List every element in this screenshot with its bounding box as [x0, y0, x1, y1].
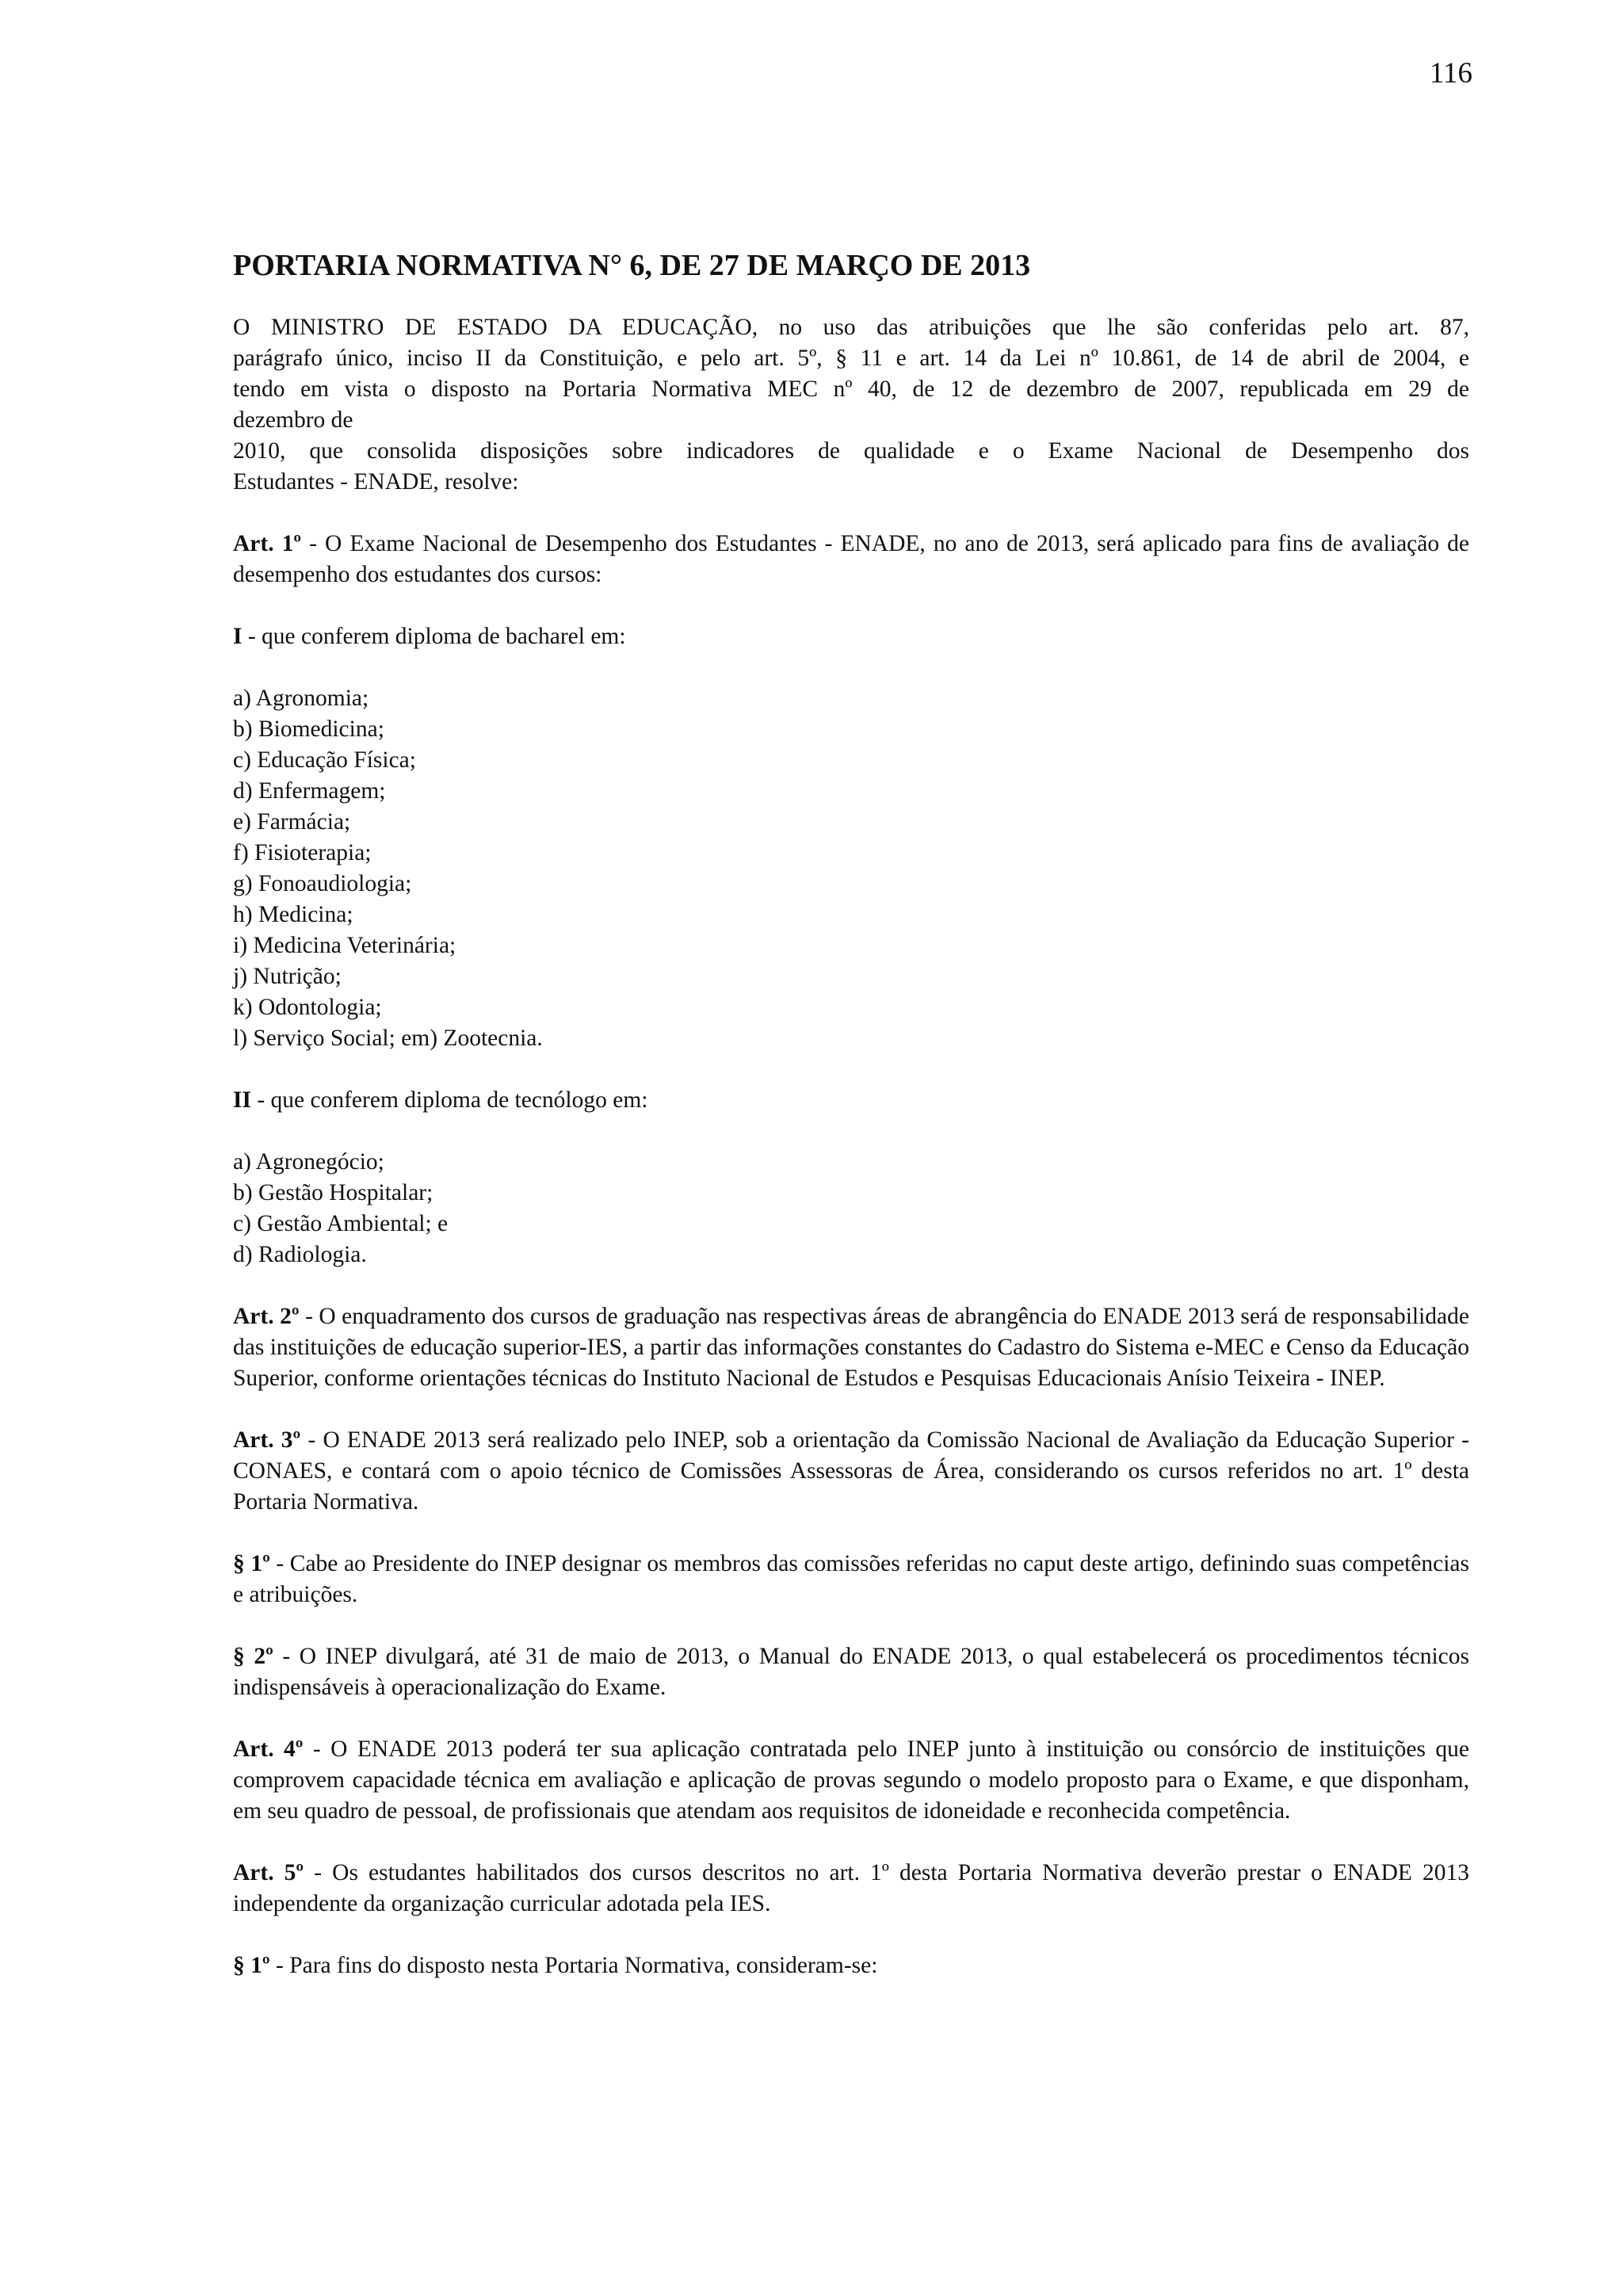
list-item: i) Medicina Veterinária; [233, 933, 456, 958]
inciso-label: II [233, 1087, 251, 1113]
inciso-2 [233, 1085, 1469, 1116]
paragraph-text: - Cabe ao Presidente do INEP designar os membros das comissões referidas no caput deste artigo, definindo suas competências e atribuições. [233, 1551, 1469, 1607]
list-item: a) Agronomia; [233, 686, 369, 711]
list-item: f) Fisioterapia; [233, 840, 372, 865]
article-text: - O ENADE 2013 poderá ter sua aplicação contratada pelo INEP junto à instituição ou consórcio de instituições que comprovem capacidade técnica em avaliação e aplicação de provas segundo o modelo proposto para o Exame, e que disponham, em seu quadro de pessoal, de profissionais que atendam aos requisitos de idoneidade e reconhecida competência. [233, 1736, 1469, 1824]
paragraph-label: § 2º [233, 1644, 273, 1669]
article-2 [233, 1301, 1469, 1394]
document-title: PORTARIA NORMATIVA N° 6, DE 27 DE MARÇO DE 2013 [233, 249, 1031, 282]
preamble-line: 2010, que consolida disposições sobre indicadores de qualidade e o Exame Nacional de Desempenho dos [233, 438, 1469, 464]
article-4 [233, 1734, 1469, 1827]
document-body [233, 247, 1469, 2012]
list-item: e) Farmácia; [233, 809, 351, 835]
preamble-line: O MINISTRO DE ESTADO DA EDUCAÇÃO, no uso das atribuições que lhe são conferidas pelo art. 87, [233, 315, 1469, 340]
article-text: - O enquadramento dos cursos de graduação nas respectivas áreas de abrangência do ENADE 2013 será de responsabilidade das instituições de educação superior-IES, a partir das informações constantes do Cadastro do Sistema e-MEC e Censo da Educação Superior, conforme orientações técnicas do Instituto Nacional de Estudos e Pesquisas Educacionais Anísio Teixeira - INEP. [233, 1304, 1469, 1391]
paragraph-text: - O INEP divulgará, até 31 de maio de 2013, o Manual do ENADE 2013, o qual estabelecerá os procedimentos técnicos indispensáveis à operacionalização do Exame. [233, 1644, 1469, 1700]
preamble [233, 312, 1469, 498]
list-item: a) Agronegócio; [233, 1149, 384, 1175]
list-item: d) Radiologia. [233, 1242, 367, 1267]
article-3 [233, 1425, 1469, 1518]
bachelor-course-list [233, 683, 1469, 1054]
preamble-line: tendo em vista o disposto na Portaria Normativa MEC nº 40, de 12 de dezembro de 2007, republicada em 29 de [233, 376, 1469, 402]
list-item: b) Biomedicina; [233, 716, 384, 742]
list-item: l) Serviço Social; em) Zootecnia. [233, 1026, 543, 1051]
paragraph-text: - Para fins do disposto nesta Portaria Normativa, consideram-se: [269, 1953, 878, 1978]
list-item: h) Medicina; [233, 902, 353, 927]
list-item: c) Educação Física; [233, 747, 416, 773]
article-1 [233, 529, 1469, 590]
list-item: c) Gestão Ambiental; e [233, 1211, 449, 1236]
list-item: b) Gestão Hospitalar; [233, 1180, 433, 1205]
article-label: Art. 2º [233, 1304, 300, 1329]
article-text: - Os estudantes habilitados dos cursos descritos no art. 1º desta Portaria Normativa deverão prestar o ENADE 2013 independente da organização curricular adotada pela IES. [233, 1860, 1470, 1916]
article-label: Art. 4º [233, 1736, 304, 1762]
article-5 [233, 1858, 1469, 1920]
paragraph-label: § 1º [233, 1953, 270, 1978]
list-item: d) Enfermagem; [233, 778, 386, 804]
inciso-text: - que conferem diploma de bacharel em: [242, 624, 626, 649]
article-label: Art. 1º [233, 531, 302, 556]
inciso-1 [233, 621, 1469, 652]
article-label: Art. 3º [233, 1427, 301, 1453]
article-text: - O ENADE 2013 será realizado pelo INEP, sob a orientação da Comissão Nacional de Avaliação da Educação Superior - CONAES, e contará com o apoio técnico de Comissões Assessoras de Área, considerando os cursos referidos no art. 1º desta Portaria Normativa. [233, 1427, 1469, 1515]
page-number: 116 [1429, 57, 1472, 90]
article-3-paragraph-2 [233, 1641, 1469, 1703]
article-5-paragraph-1 [233, 1950, 1469, 1981]
inciso-text: - que conferem diploma de tecnólogo em: [250, 1087, 648, 1113]
paragraph-label: § 1º [233, 1551, 270, 1576]
list-item: g) Fonoaudiologia; [233, 871, 412, 896]
article-label: Art. 5º [233, 1860, 304, 1885]
article-3-paragraph-1 [233, 1549, 1469, 1610]
preamble-line: Estudantes - ENADE, resolve: [233, 469, 519, 495]
inciso-label: I [233, 624, 242, 649]
list-item: k) Odontologia; [233, 995, 382, 1020]
preamble-line: dezembro de [233, 407, 353, 433]
technologist-course-list [233, 1147, 1469, 1270]
article-text: - O Exame Nacional de Desempenho dos Estudantes - ENADE, no ano de 2013, será aplicado para fins de avaliação de desempenho dos estudantes dos cursos: [233, 531, 1469, 587]
list-item: j) Nutrição; [233, 964, 342, 989]
preamble-line: parágrafo único, inciso II da Constituição, e pelo art. 5º, § 11 e art. 14 da Lei nº 10.861, de 14 de abril de 2004, e [233, 346, 1469, 371]
